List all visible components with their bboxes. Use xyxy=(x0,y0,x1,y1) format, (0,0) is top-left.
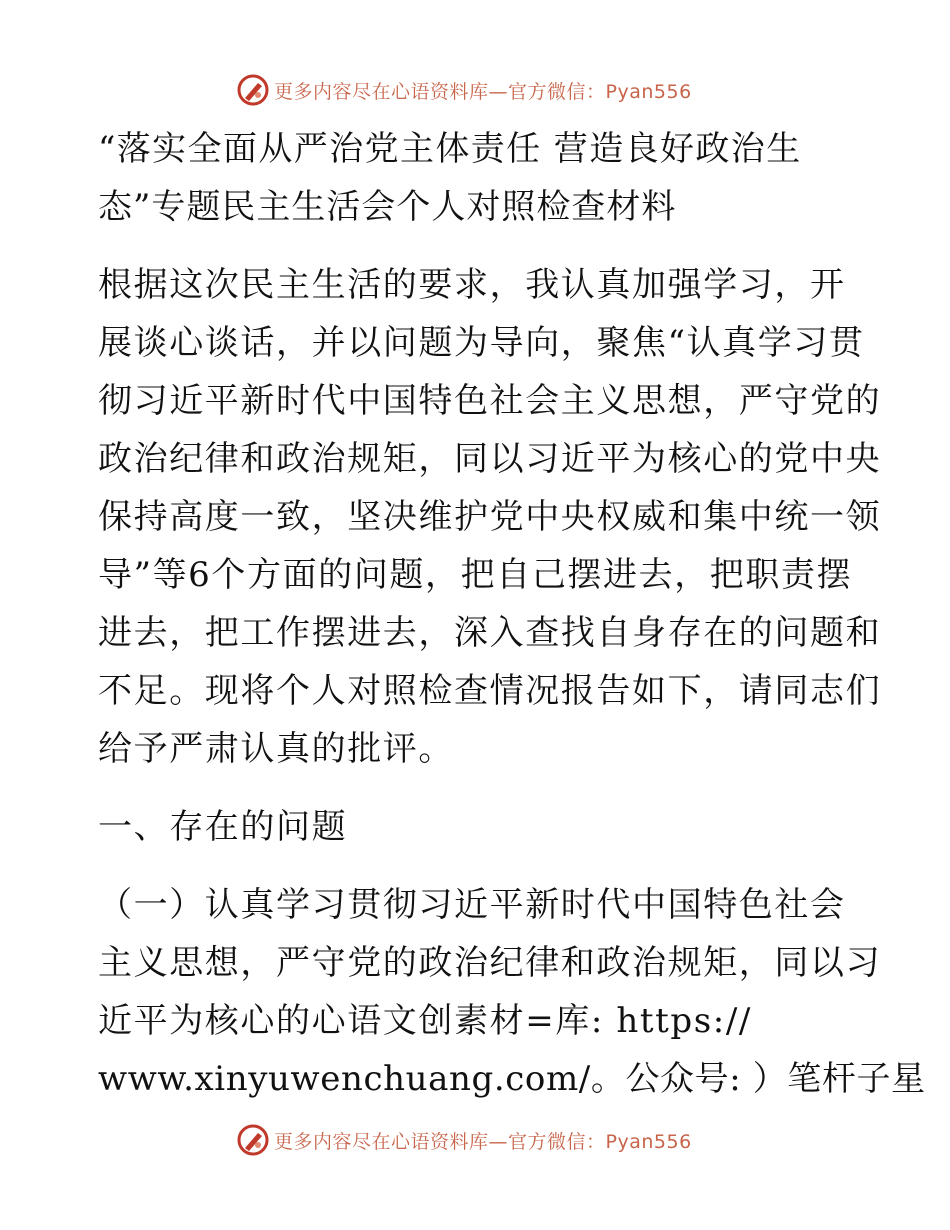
footer-watermark-banner xyxy=(236,1123,692,1157)
paragraph-line: 近平为核心的心语文创素材=库: https:// xyxy=(98,1001,752,1041)
banner-text: 更多内容尽在心语资料库—官方微信：Pyan556 xyxy=(274,1130,692,1153)
pen-logo-icon xyxy=(236,73,270,107)
paragraph-line: www.xinyuwenchuang.com/。公众号: ）笔杆子星 xyxy=(98,1059,926,1099)
document-title xyxy=(98,120,850,236)
paragraph-line: 展谈心谈话，并以问题为导向，聚焦“认真学习贯 xyxy=(98,323,865,363)
paragraph-line: （一）认真学习贯彻习近平新时代中国特色社会 xyxy=(98,885,846,925)
subsection-paragraph xyxy=(98,876,926,1108)
paragraph-line: 主义思想，严守党的政治纪律和政治规矩，同以习 xyxy=(98,943,882,983)
title-line: 态”专题民主生活会个人对照检查材料 xyxy=(98,187,677,227)
paragraph-line: 政治纪律和政治规矩，同以习近平为核心的党中央 xyxy=(98,439,882,479)
paragraph-line: 导”等6个方面的问题，把自己摆进去，把职责摆 xyxy=(98,555,853,595)
paragraph-line: 保持高度一致，坚决维护党中央权威和集中统一领 xyxy=(98,497,882,537)
paragraph-line: 彻习近平新时代中国特色社会主义思想，严守党的 xyxy=(98,381,882,421)
paragraph-line: 给予严肃认真的批评。 xyxy=(98,729,454,769)
title-line: “落实全面从严治党主体责任 营造良好政治生 xyxy=(98,129,802,169)
document-body xyxy=(98,120,926,1108)
intro-paragraph xyxy=(98,256,882,778)
header-watermark-banner xyxy=(236,73,692,107)
paragraph-line: 不足。现将个人对照检查情况报告如下，请同志们 xyxy=(98,671,882,711)
section-heading: 一、存在的问题 xyxy=(98,807,348,847)
paragraph-line: 根据这次民主生活的要求，我认真加强学习，开 xyxy=(98,265,846,305)
banner-text: 更多内容尽在心语资料库—官方微信：Pyan556 xyxy=(274,80,692,103)
paragraph-line: 进去，把工作摆进去，深入查找自身存在的问题和 xyxy=(98,613,882,653)
pen-logo-icon xyxy=(236,1123,270,1157)
